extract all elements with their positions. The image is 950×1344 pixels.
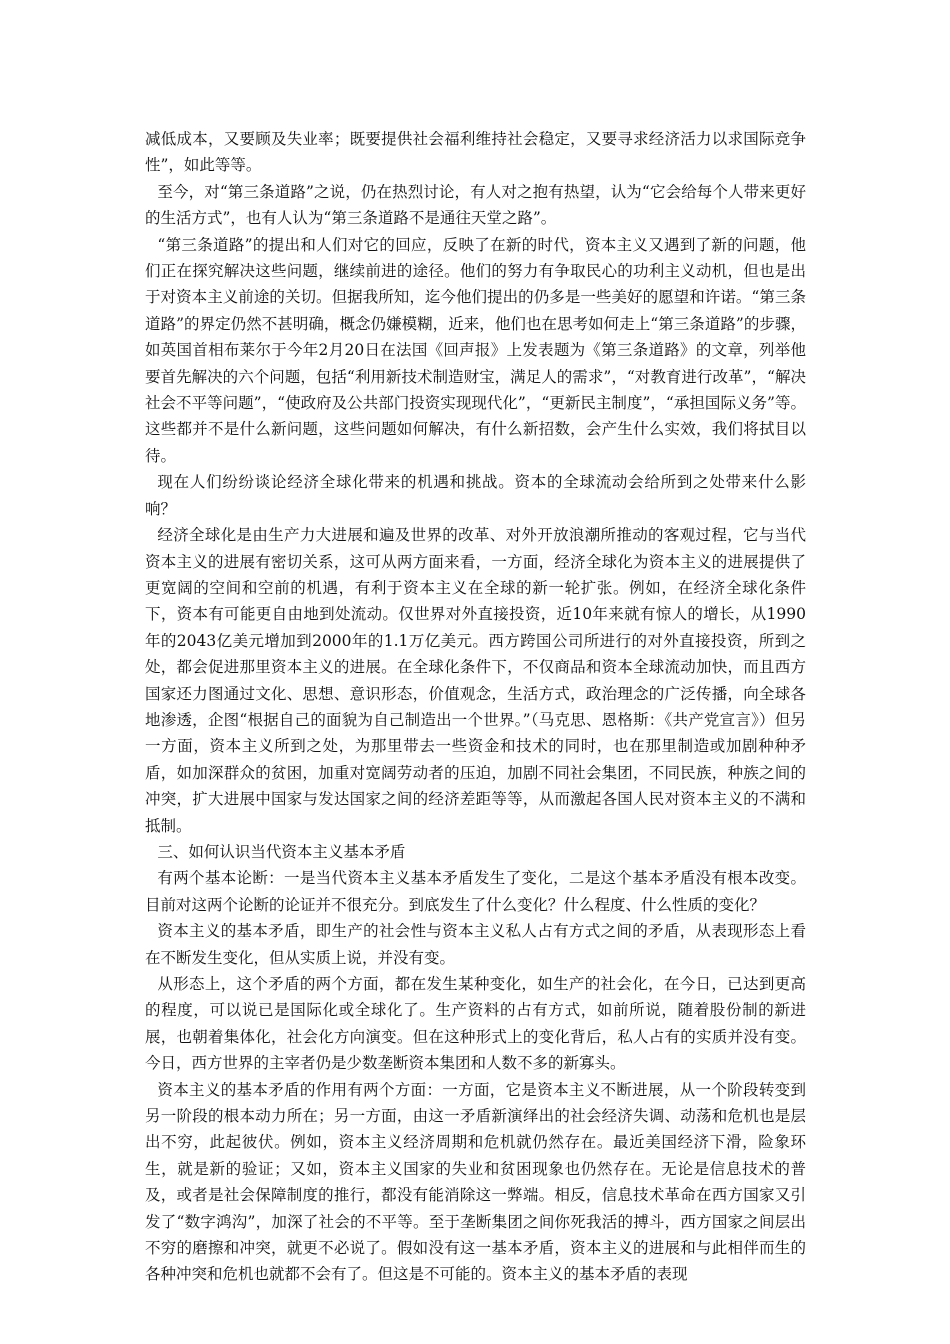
paragraph-contradiction-effects: 资本主义的基本矛盾的作用有两个方面：一方面，它是资本主义不断进展，从一个阶段转变到另一阶段的根本动力所在；另一方面，由这一矛盾新演绎出的社会经济失调、动荡和危机也是层出不穷，此起彼伏。例如，资本主义经济周期和危机就仍然存在。最近美国经济下滑，险象环生，就是新的验证；又如，资本主义国家的失业和贫困现象也仍然存在。无论是信息技术的普及，或者是社会保障制度的推行，都没有能消除这一弊端。相反，信息技术革命在西方国家又引发了“数字鸿沟”，加深了社会的不平等。至于垄断集团之间你死我活的搏斗，西方国家之间层出不穷的磨擦和冲突，就更不必说了。假如没有这一基本矛盾，资本主义的进展和与此相伴而生的各种冲突和危机也就都不会有了。但这是不可能的。资本主义的基本矛盾的表现 — [145, 1080, 806, 1284]
paragraph-form-changes: 从形态上，这个矛盾的两个方面，都在发生某种变化，如生产的社会化，在今日，已达到更高的程度，可以说已是国际化或全球化了。生产资料的占有方式，如前所说，随着股份制的新进展，也朝着集体化，社会化方向演变。但在这种形式上的变化背后，私人占有的实质并没有变。今日，西方世界的主宰者仍是少数垄断资本集团和人数不多的新寡头。 — [145, 975, 806, 1073]
paragraph-globalization-question: 现在人们纷纷谈论经济全球化带来的机遇和挑战。资本的全球流动会给所到之处带来什么影响？ — [145, 473, 806, 518]
paragraph-globalization-analysis: 经济全球化是由生产力大进展和遍及世界的改革、对外开放浪潮所推动的客观过程，它与当代资本主义的进展有密切关系，这可从两方面来看，一方面，经济全球化为资本主义的进展提供了更宽阔的空间和空前的机遇，有利于资本主义在全球的新一轮扩张。例如，在经济全球化条件下，资本有可能更自由地到处流动。仅世界对外直接投资，近10年来就有惊人的增长，从1990年的2043亿美元增加到2000年的1.1万亿美元。西方跨国公司所进行的对外直接投资，所到之处，都会促进那里资本主义的进展。在全球化条件下，不仅商品和资本全球流动加快，而且西方国家还力图通过文化、思想、意识形态，价值观念，生活方式，政治理念的广泛传播，向全球各地渗透，企图“根据自己的面貌为自己制造出一个世界。”（马克思、恩格斯：《共产党宣言》）但另一方面，资本主义所到之处，为那里带去一些资金和技术的同时，也在那里制造或加剧种种矛盾，如加深群众的贫困，加重对宽阔劳动者的压迫，加剧不同社会集团，不同民族，种族之间的冲突，扩大进展中国家与发达国家之间的经济差距等等，从而激起各国人民对资本主义的不满和抵制。 — [145, 526, 806, 835]
paragraph-two-theses: 有两个基本论断：一是当代资本主义基本矛盾发生了变化，二是这个基本矛盾没有根本改变。目前对这两个论断的论证并不很充分。到底发生了什么变化？什么程度、什么性质的变化？ — [145, 869, 806, 914]
section-heading: 三、如何认识当代资本主义基本矛盾 — [157, 842, 406, 861]
document-body — [145, 126, 806, 1288]
paragraph-basic-contradiction: 资本主义的基本矛盾，即生产的社会性与资本主义私人占有方式之间的矛盾，从表现形态上看在不断发生变化，但从实质上说，并没有变。 — [145, 922, 806, 967]
paragraph-continuation: 减低成本，又要顾及失业率；既要提供社会福利维持社会稳定，又要寻求经济活力以求国际竞争性”，如此等等。 — [145, 130, 806, 175]
paragraph-third-way-response: “第三条道路”的提出和人们对它的回应，反映了在新的时代，资本主义又遇到了新的问题，他们正在探究解决这些问题，继续前进的途径。他们的努力有争取民心的功利主义动机，但也是出于对资本主义前途的关切。但据我所知，迄今他们提出的仍多是一些美好的愿望和许诺。“第三条道路”的界定仍然不甚明确，概念仍嫌模糊，近来，他们也在思考如何走上“第三条道路”的步骤，如英国首相布莱尔于今年2月20日在法国《回声报》上发表题为《第三条道路》的文章，列举他要首先解决的六个问题，包括“利用新技术制造财宝，满足人的需求”，“对教育进行改革”，“解决社会不平等问题”，“使政府及公共部门投资实现现代化”，“更新民主制度”，“承担国际义务”等。这些都并不是什么新问题，这些问题如何解决，有什么新招数，会产生什么实效，我们将拭目以待。 — [145, 235, 806, 465]
paragraph-third-way-discussion: 至今，对“第三条道路”之说，仍在热烈讨论，有人对之抱有热望，认为“它会给每个人带来更好的生活方式”，也有人认为“第三条道路不是通往天堂之路”。 — [145, 182, 806, 228]
